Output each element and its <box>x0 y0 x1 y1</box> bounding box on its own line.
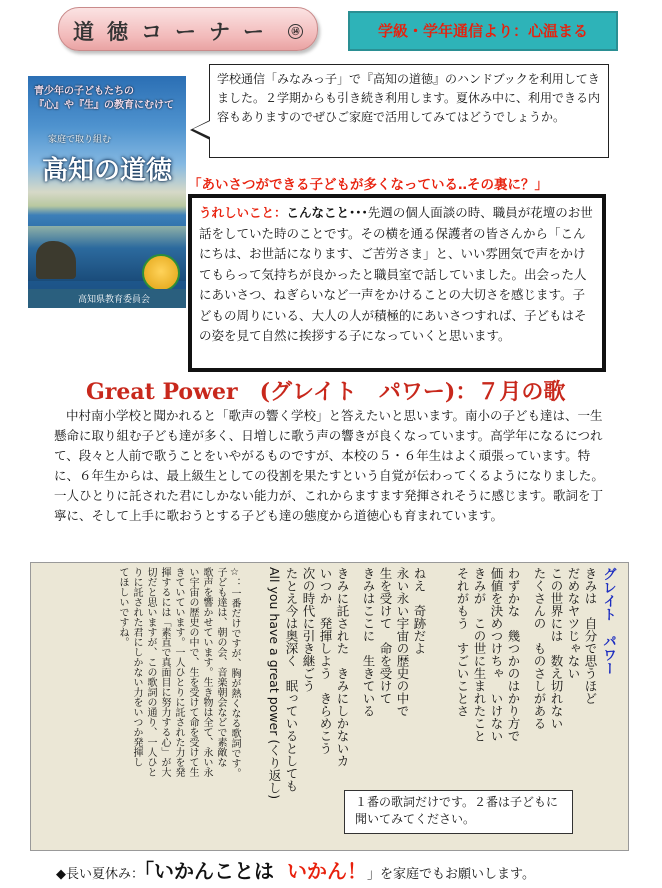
greeting-box <box>188 194 606 372</box>
cover-caption-1: 青少年の子どもたちの <box>34 86 134 97</box>
section-title-banner <box>58 7 318 51</box>
cover-title: 高知の道徳 <box>42 156 173 186</box>
lyric-line: ねえ 奇跡だよ <box>412 567 427 655</box>
lyric-line: きみに託された きみにしかないカ <box>335 567 350 767</box>
lyric-line: たとえ今は奥深く 眠っているとしても <box>284 567 299 792</box>
lyric-line: だめなヤツじゃない <box>566 567 581 680</box>
lyrics-title: グレイト パワー <box>600 567 616 675</box>
cover-subtitle: 家庭で取り組む <box>48 135 112 145</box>
lyric-line: 生を受けて 命を受けて <box>378 567 393 705</box>
lyric-line: きみは 自分で思うほど <box>583 567 598 705</box>
lyric-line: 永い永い宇宙の歴史の中で <box>395 567 410 717</box>
footer-suffix: 」を家庭でもお願いします。 <box>367 867 535 882</box>
comment-line: ☆：一番だけですが、胸が熱くなる歌詞です。 <box>229 567 240 778</box>
lyric-line: たくさんの ものさしがある <box>532 567 547 730</box>
lyric-line: きみはここに 生きている <box>361 567 376 717</box>
lyric-line: この世界には 数え切れない <box>549 567 564 730</box>
footer-phrase-1: 「いかんことは <box>144 859 274 883</box>
song-heading: Great Power (グレイト パワー)：７月の歌 <box>86 379 566 405</box>
source-badge-label: 学級・学年通信より：心温まる <box>377 22 588 40</box>
greeting-label: うれしいこと： <box>199 205 287 220</box>
source-badge <box>348 11 618 51</box>
comment-line: い宇宙の歴史の中で、生を受けて命を受けて生 <box>187 567 198 777</box>
greeting-text: 先週の個人面談の時、職員が花壇のお世話をしていた時のことです。その横を通る保護者の皆さんから「こんにちは、お世話になります、ご苦労さま」と、いい雰囲気で声をかけてもらって気持ちが良かったと職員室で話していました。出会った人にあいさつ、ねぎらいなど一声をかけることの大切さを感じます。子どもの周りにいる、大人の人が積極的にあいさつすれば、子どもはその姿を見て自然に挨拶する子になっていくと思います。 <box>199 205 593 343</box>
comment-line: 揮するには「素直で真面目に努力する心」が大 <box>159 567 170 777</box>
lyric-line: わずかな 幾つかのはかり方で <box>506 567 521 742</box>
greeting-lead: こんなこと･･･ <box>286 205 368 220</box>
section-title: 道徳コーナー <box>73 19 277 44</box>
footer-message <box>56 855 535 884</box>
lyric-line: 次の時代に引き継ごう <box>301 567 316 692</box>
lyric-line: いつか 発揮しよう きらめこう <box>318 567 333 755</box>
intro-speech-box <box>209 64 609 158</box>
lyrics-note-box <box>344 790 573 834</box>
lyric-line: 価値を決めつけちゃ いけない <box>489 567 504 742</box>
issue-number: ⑭ <box>288 24 303 39</box>
lyric-line: All you have a great power (くり返し) <box>267 567 282 800</box>
comment-line: 歌声を響かせています。生き物は全て、永い永 <box>201 567 212 777</box>
footer-prefix: ◆長い夏休み： <box>56 867 144 882</box>
speech-tail-inner <box>193 121 210 137</box>
song-description: 中村南小学校と聞かれると「歌声の響く学校」と答えたいと思います。南小の子ども達は、一生懸命に取り組む子ども達が多く、日増しに歌う声の響きが良くなっています。高学年になるにつれて、段々と人前で歌うことをいやがるものですが、本校の５・６年生はよく頑張っています。特に、６年生からは、最上級生としての役割を果たすという自覚が伝わってくるようになりました。一人ひとりに託された君にしかない能力が、これからますます発揮されそうに感じます。歌詞を丁寧に、そして上手に歌おうとする子ども達の態度から道徳心も育まれています。 <box>54 408 604 523</box>
comment-line: 子ども達は、朝の会、音楽朝会などで素敵な <box>215 567 226 767</box>
cover-caption-2: 『心』や『生』の教育にむけて <box>34 100 174 111</box>
book-cover-image <box>28 76 186 308</box>
mascot-icon <box>142 254 180 292</box>
comment-line: てほしいですね。 <box>117 567 128 647</box>
comment-line: 切だと思いますが、この歌詞の通り、一人ひと <box>145 567 156 777</box>
cover-rock <box>36 241 76 279</box>
lyrics-note: １番の歌詞だけです。２番は子どもに聞いてみてください。 <box>355 795 559 826</box>
cover-publisher: 高知県教育委員会 <box>78 295 151 305</box>
greeting-paragraph <box>192 198 602 352</box>
greeting-heading: 「あいさつができる子どもが多くなっている‥その裏に？」 <box>188 177 549 193</box>
lyric-line: きみが この世に生まれたこと <box>472 567 487 742</box>
footer-phrase-2: いかん！ <box>287 859 368 883</box>
comment-line: りに託された君にしかない力をいつか発揮し <box>131 567 142 767</box>
comment-line: きていています。一人ひとりに託された力を発 <box>173 567 184 777</box>
intro-text: 学校通信「みなみっ子」で『高知の道徳』のハンドブックを利用してきました。２学期からも引き続き利用します。夏休み中に、利用できる内容もありますのでぜひご家庭で活用してみてはどうでしょうか。 <box>217 72 601 124</box>
lyric-line: それがもう すごいことさ <box>455 567 470 717</box>
